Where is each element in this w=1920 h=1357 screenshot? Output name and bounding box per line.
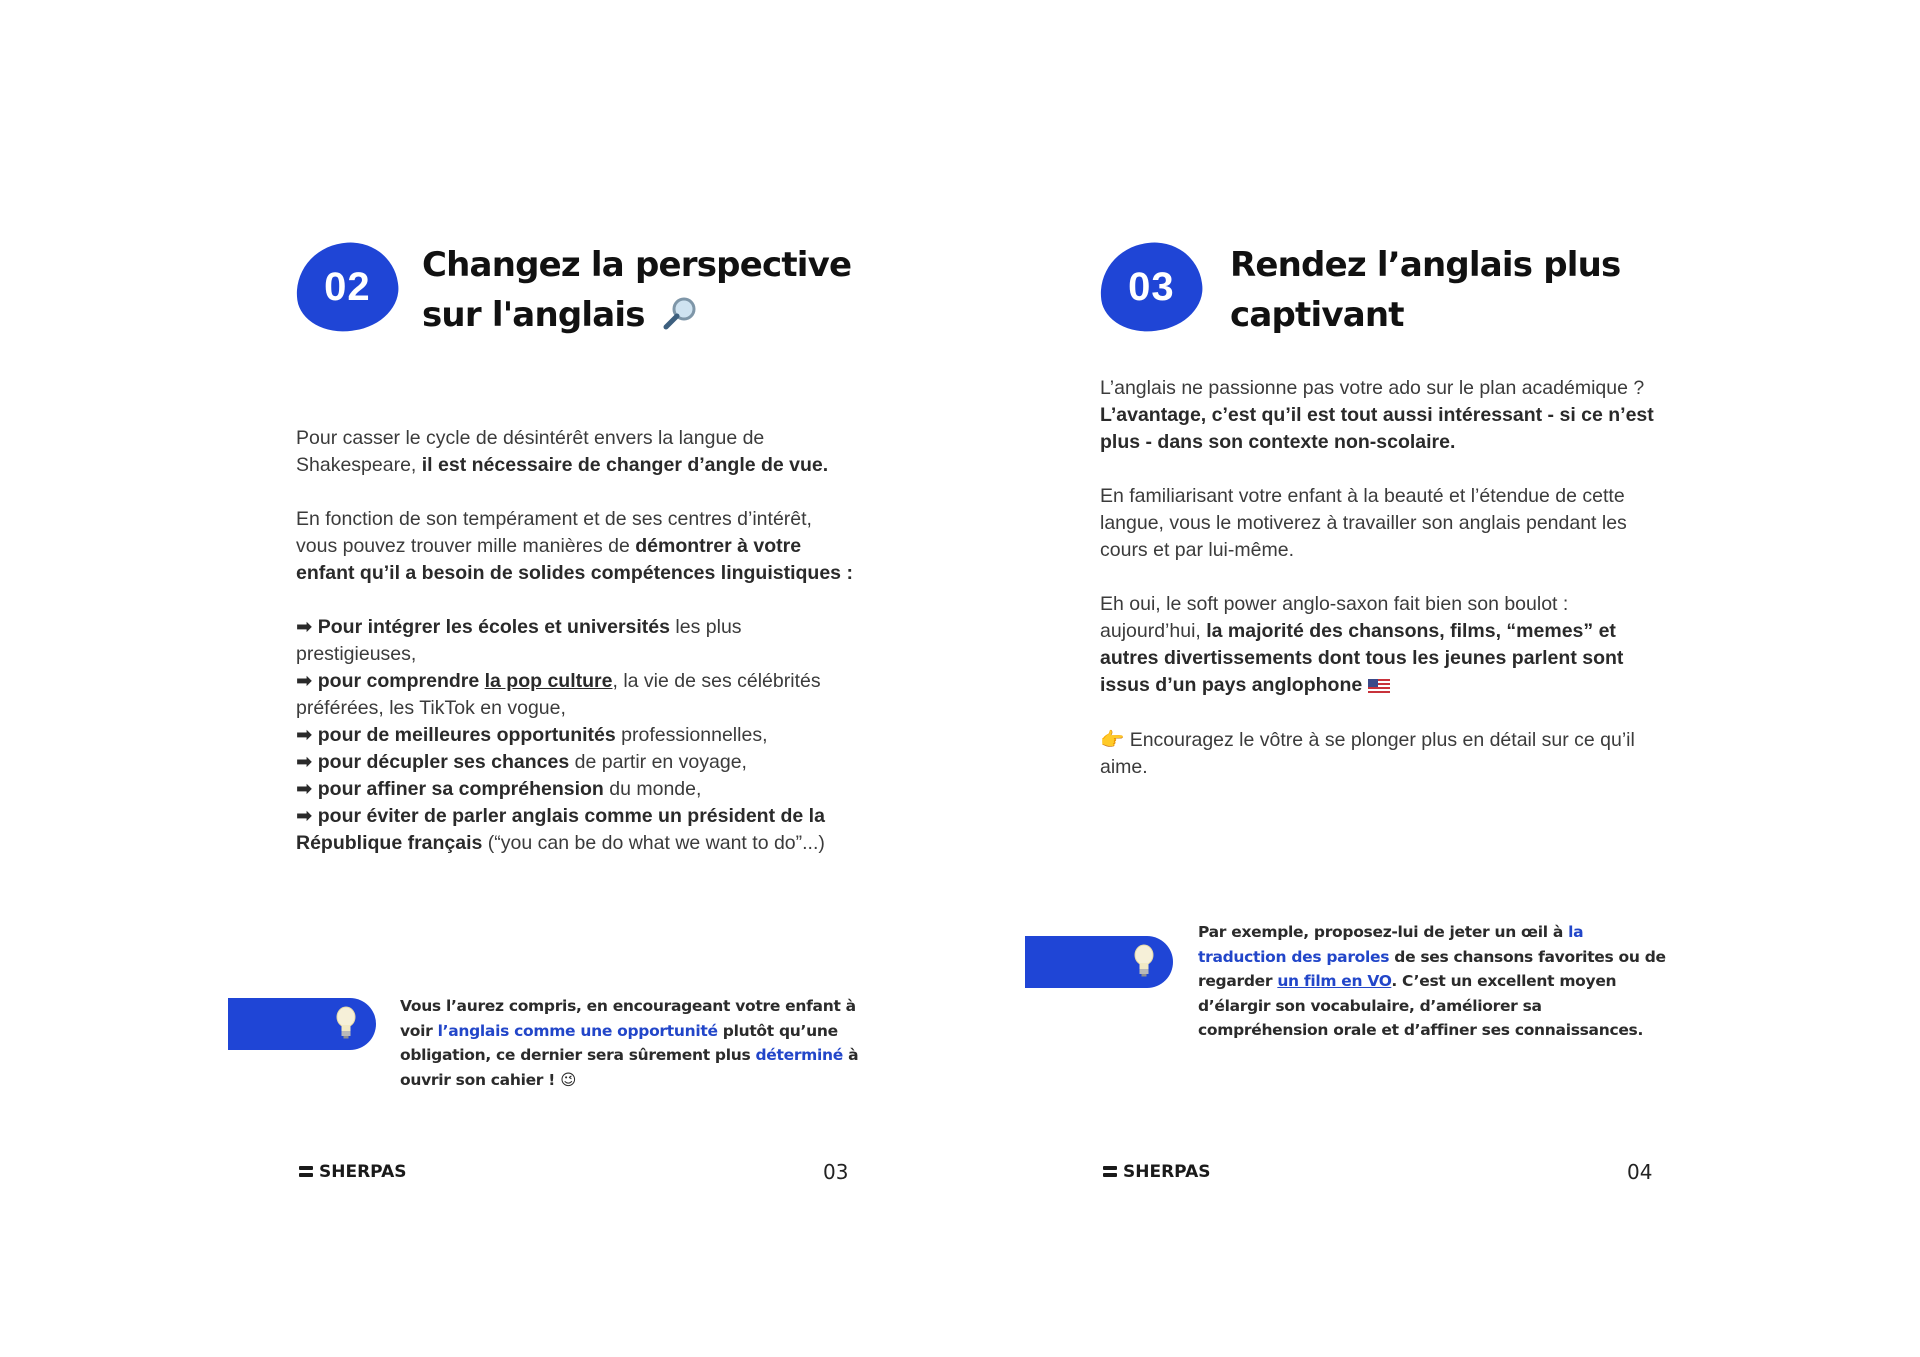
paragraph: Pour casser le cycle de désintérêt envers la langue de Shakespeare, il est nécessaire de changer d’angle de vue. (296, 427, 829, 476)
title-line-1: Rendez l’anglais plus (1230, 245, 1621, 285)
determined-link[interactable]: déterminé (755, 1046, 843, 1064)
title-line-2: sur l'anglais (422, 295, 645, 335)
section-number: 02 (323, 264, 371, 309)
lightbulb-icon (1133, 944, 1155, 978)
list-item: ➡ pour décupler ses chances de partir en voyage, (296, 751, 747, 773)
list-item: ➡ pour éviter de parler anglais comme un président de la République français (“you can be do what we want to do”...) (296, 805, 825, 854)
page-right (960, 0, 1920, 1357)
section-number: 03 (1127, 264, 1175, 309)
reasons-list (296, 614, 856, 857)
us-flag-icon (1368, 679, 1390, 693)
section-title (422, 240, 851, 340)
paragraph: En familiarisant votre enfant à la beauté et l’étendue de cette langue, vous le motiverez à travailler son anglais pendant les cours et par lui-même. (1100, 485, 1627, 561)
arrow-icon: ➡ (296, 616, 313, 638)
tip-text: Vous l’aurez compris, en encourageant votre enfant à voir l’anglais comme une opportunité plutôt qu’une obligation, ce dernier sera sûrement plus déterminé à ouvrir son cahier ! 😉 (400, 997, 859, 1089)
section-title (1230, 240, 1621, 340)
film-vo-link[interactable]: un film en VO (1277, 972, 1392, 990)
page-number: 03 (823, 1160, 849, 1184)
arrow-icon: ➡ (296, 751, 313, 773)
sherpas-logo-icon (299, 1166, 313, 1178)
left-body (296, 425, 856, 857)
list-item: ➡ pour de meilleures opportunités professionnelles, (296, 724, 768, 746)
brand-name: SHERPAS (319, 1162, 407, 1182)
lyrics-translation-link[interactable]: la traduction des paroles (1198, 923, 1584, 966)
arrow-icon: ➡ (296, 724, 313, 746)
pop-culture-link[interactable]: la pop culture (484, 670, 613, 692)
pointing-hand-icon: 👉 (1100, 728, 1125, 751)
list-item: ➡ Pour intégrer les écoles et universités les plus prestigieuses, (296, 616, 742, 665)
magnifier-icon (660, 294, 700, 334)
brand-logo (299, 1162, 406, 1182)
tip-text: Par exemple, proposez-lui de jeter un œil à la traduction des paroles de ses chansons favorites ou de regarder un film en VO. C’est un excellent moyen d’élargir son vocabulaire, d’améliorer sa compréhension orale et d’affiner ses connaissances. (1198, 923, 1666, 1039)
brand-name: SHERPAS (1123, 1162, 1211, 1182)
sherpas-logo-icon (1103, 1166, 1117, 1178)
page-number: 04 (1627, 1160, 1653, 1184)
opportunity-link[interactable]: l’anglais comme une opportunité (437, 1021, 718, 1040)
title-line-2: captivant (1230, 295, 1404, 335)
paragraph: Eh oui, le soft power anglo-saxon fait bien son boulot : aujourd’hui, la majorité des chansons, films, “memes” et autres divertissements dont tous les jeunes parlent sont issus d’un pays anglophone (1100, 593, 1624, 696)
paragraph: 👉 Encouragez le vôtre à se plonger plus en détail sur ce qu’il aime. (1100, 728, 1635, 778)
brand-logo (1103, 1162, 1210, 1182)
right-body (1100, 375, 1665, 808)
arrow-icon: ➡ (296, 805, 313, 827)
paragraph: L’anglais ne passionne pas votre ado sur le plan académique ? L’avantage, c’est qu’il est tout aussi intéressant - si ce n’est plus - dans son contexte non-scolaire. (1100, 377, 1654, 453)
section-number-badge (290, 236, 403, 337)
list-item: ➡ pour comprendre la pop culture, la vie de ses célébrités préférées, les TikTok en vogue, (296, 670, 821, 719)
arrow-icon: ➡ (296, 778, 313, 800)
lightbulb-icon (335, 1006, 357, 1040)
arrow-icon: ➡ (296, 670, 313, 692)
wink-emoji-icon: 😉 (560, 1070, 576, 1089)
section-number-badge (1094, 236, 1207, 337)
list-item: ➡ pour affiner sa compréhension du monde, (296, 778, 702, 800)
title-line-1: Changez la perspective (422, 245, 852, 285)
paragraph: En fonction de son tempérament et de ses centres d’intérêt, vous pouvez trouver mille manières de démontrer à votre enfant qu’il a besoin de solides compétences linguistiques : (296, 508, 853, 584)
